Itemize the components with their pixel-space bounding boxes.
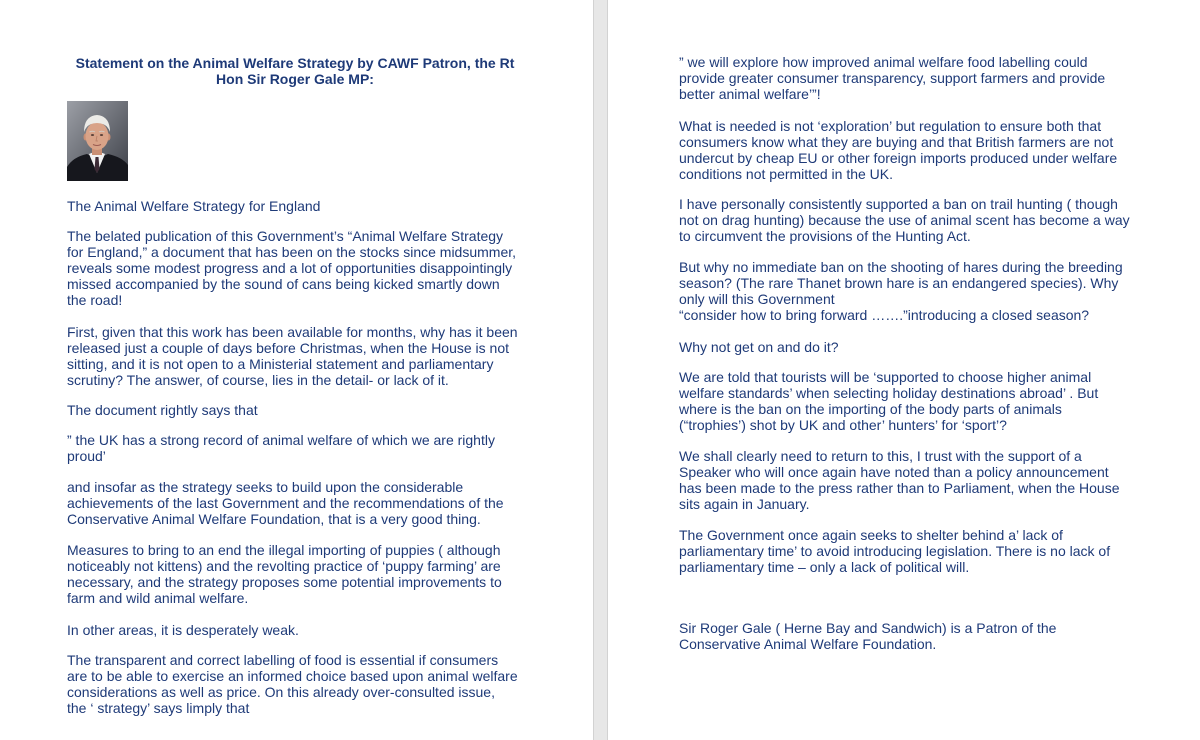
quoted-text-labelling [679,54,1105,102]
text-line: season? (The rare Thanet brown hare is an endangered species). Why [679,275,1119,291]
text-line: missed accompanied by the sound of cans being kicked smartly down [67,276,500,292]
text-line: The belated publication of this Government’s “Animal Welfare Strategy [67,228,504,244]
text-line: ” the UK has a strong record of animal welfare of which we are rightly [67,432,495,448]
text-line: the road! [67,292,123,308]
text-line: We shall clearly need to return to this, I trust with the support of a [679,448,1082,464]
text-line: What is needed is not ‘exploration’ but regulation to ensure both that [679,118,1102,134]
text-line: parliamentary time – only a lack of political will. [679,559,970,575]
paragraph-labelling [67,652,518,716]
text-line: First, given that this work has been available for months, why has it been [67,324,518,340]
text-line: to circumvent the provisions of the Hunting Act. [679,228,971,244]
text-line: Why not get on and do it? [679,339,839,355]
text-line: farm and wild animal welfare. [67,590,249,606]
paragraph-hares [679,259,1123,323]
quoted-text-record [67,432,495,464]
paragraph-measures [67,542,502,606]
text-line: ” we will explore how improved animal welfare food labelling could [679,54,1088,70]
text-line: not on drag hunting) because the use of animal scent has become a way [679,212,1130,228]
author-note [679,620,1056,652]
paragraph-lead-in [67,402,258,418]
paragraph-call-to-action [679,339,839,355]
text-line: “consider how to bring forward …….”introducing a closed season? [679,307,1090,323]
title-line: Statement on the Animal Welfare Strategy by CAWF Patron, the Rt [75,55,515,71]
text-line: The transparent and correct labelling of food is essential if consumers [67,652,499,668]
text-line: The document rightly says that [67,402,258,418]
section-heading [67,198,320,214]
text-line: where is the ban on the importing of the body parts of animals [679,401,1062,417]
text-line: parliamentary time’ to avoid introducing legislation. There is no lack of [679,543,1111,559]
text-line: The Government once again seeks to shelter behind a’ lack of [679,527,1063,543]
text-line: achievements of the last Government and the recommendations of the [67,495,504,511]
text-line: provide greater consumer transparency, support farmers and provide [679,70,1106,86]
text-line: considerations as well as price. On this already over-consulted issue, [67,684,495,700]
paragraph-parliamentary-time [679,527,1110,575]
text-line: But why no immediate ban on the shooting of hares during the breeding [679,259,1123,275]
text-line: better animal welfare’”! [679,86,821,102]
text-line: We are told that tourists will be ‘supported to choose higher animal [679,369,1092,385]
text-line: consumers know what they are buying and that British farmers are not [679,134,1114,150]
page-right[interactable] [608,0,1200,740]
paragraph-introduction [67,228,516,308]
text-line: Conservative Animal Welfare Foundation. [679,636,937,652]
paragraph-weakness [67,622,299,638]
text-line: The Animal Welfare Strategy for England [67,198,321,214]
text-line: conditions not permitted in the UK. [679,166,894,182]
text-line: released just a couple of days before Christmas, when the House is not [67,340,510,356]
text-line: In other areas, it is desperately weak. [67,622,299,638]
title-line: Hon Sir Roger Gale MP: [216,71,374,87]
text-line: Measures to bring to an end the illegal importing of puppies ( although [67,542,501,558]
text-line: welfare standards’ when selecting holiday destinations abroad’ . But [679,385,1099,401]
text-line: only will this Government [679,291,835,307]
text-line: the ‘ strategy’ says limply that [67,700,250,716]
text-line: reveals some modest progress and a lot of opportunities disappointingly [67,260,513,276]
paragraph-speaker [679,448,1120,512]
text-line: undercut by cheap EU or other foreign imports produced under welfare [679,150,1118,166]
portrait-photo [67,101,128,181]
document-title [67,55,523,87]
text-line: Conservative Animal Welfare Foundation, that is a very good thing. [67,511,481,527]
text-line: proud’ [67,448,106,464]
text-line: for England,” a document that has been on the stocks since midsummer, [67,244,517,260]
page-left[interactable] [0,0,593,740]
text-line: sits again in January. [679,496,810,512]
paragraph-trophies [679,369,1098,433]
paragraph-timing-question [67,324,518,388]
text-line: scrutiny? The answer, of course, lies in the detail- or lack of it. [67,372,449,388]
text-line: sitting, and it is not open to a Ministerial statement and parliamentary [67,356,494,372]
text-line: has been made to the press rather than to Parliament, when the House [679,480,1120,496]
page-gap [593,0,608,740]
text-line: I have personally consistently supported a ban on trail hunting ( though [679,196,1118,212]
text-line: Speaker who will once again have noted than a policy announcement [679,464,1109,480]
paragraph-achievements [67,479,504,527]
text-line: noticeably not kittens) and the revolting practice of ‘puppy farming’ are [67,558,501,574]
text-line: Sir Roger Gale ( Herne Bay and Sandwich) is a Patron of the [679,620,1057,636]
text-line: and insofar as the strategy seeks to build upon the considerable [67,479,464,495]
paragraph-regulation [679,118,1117,182]
text-line: necessary, and the strategy proposes some potential improvements to [67,574,502,590]
text-line: (“trophies’) shot by UK and other’ hunters’ for ‘sport’? [679,417,1007,433]
text-line: are to be able to exercise an informed choice based upon animal welfare [67,668,518,684]
paragraph-trail-hunting [679,196,1130,244]
